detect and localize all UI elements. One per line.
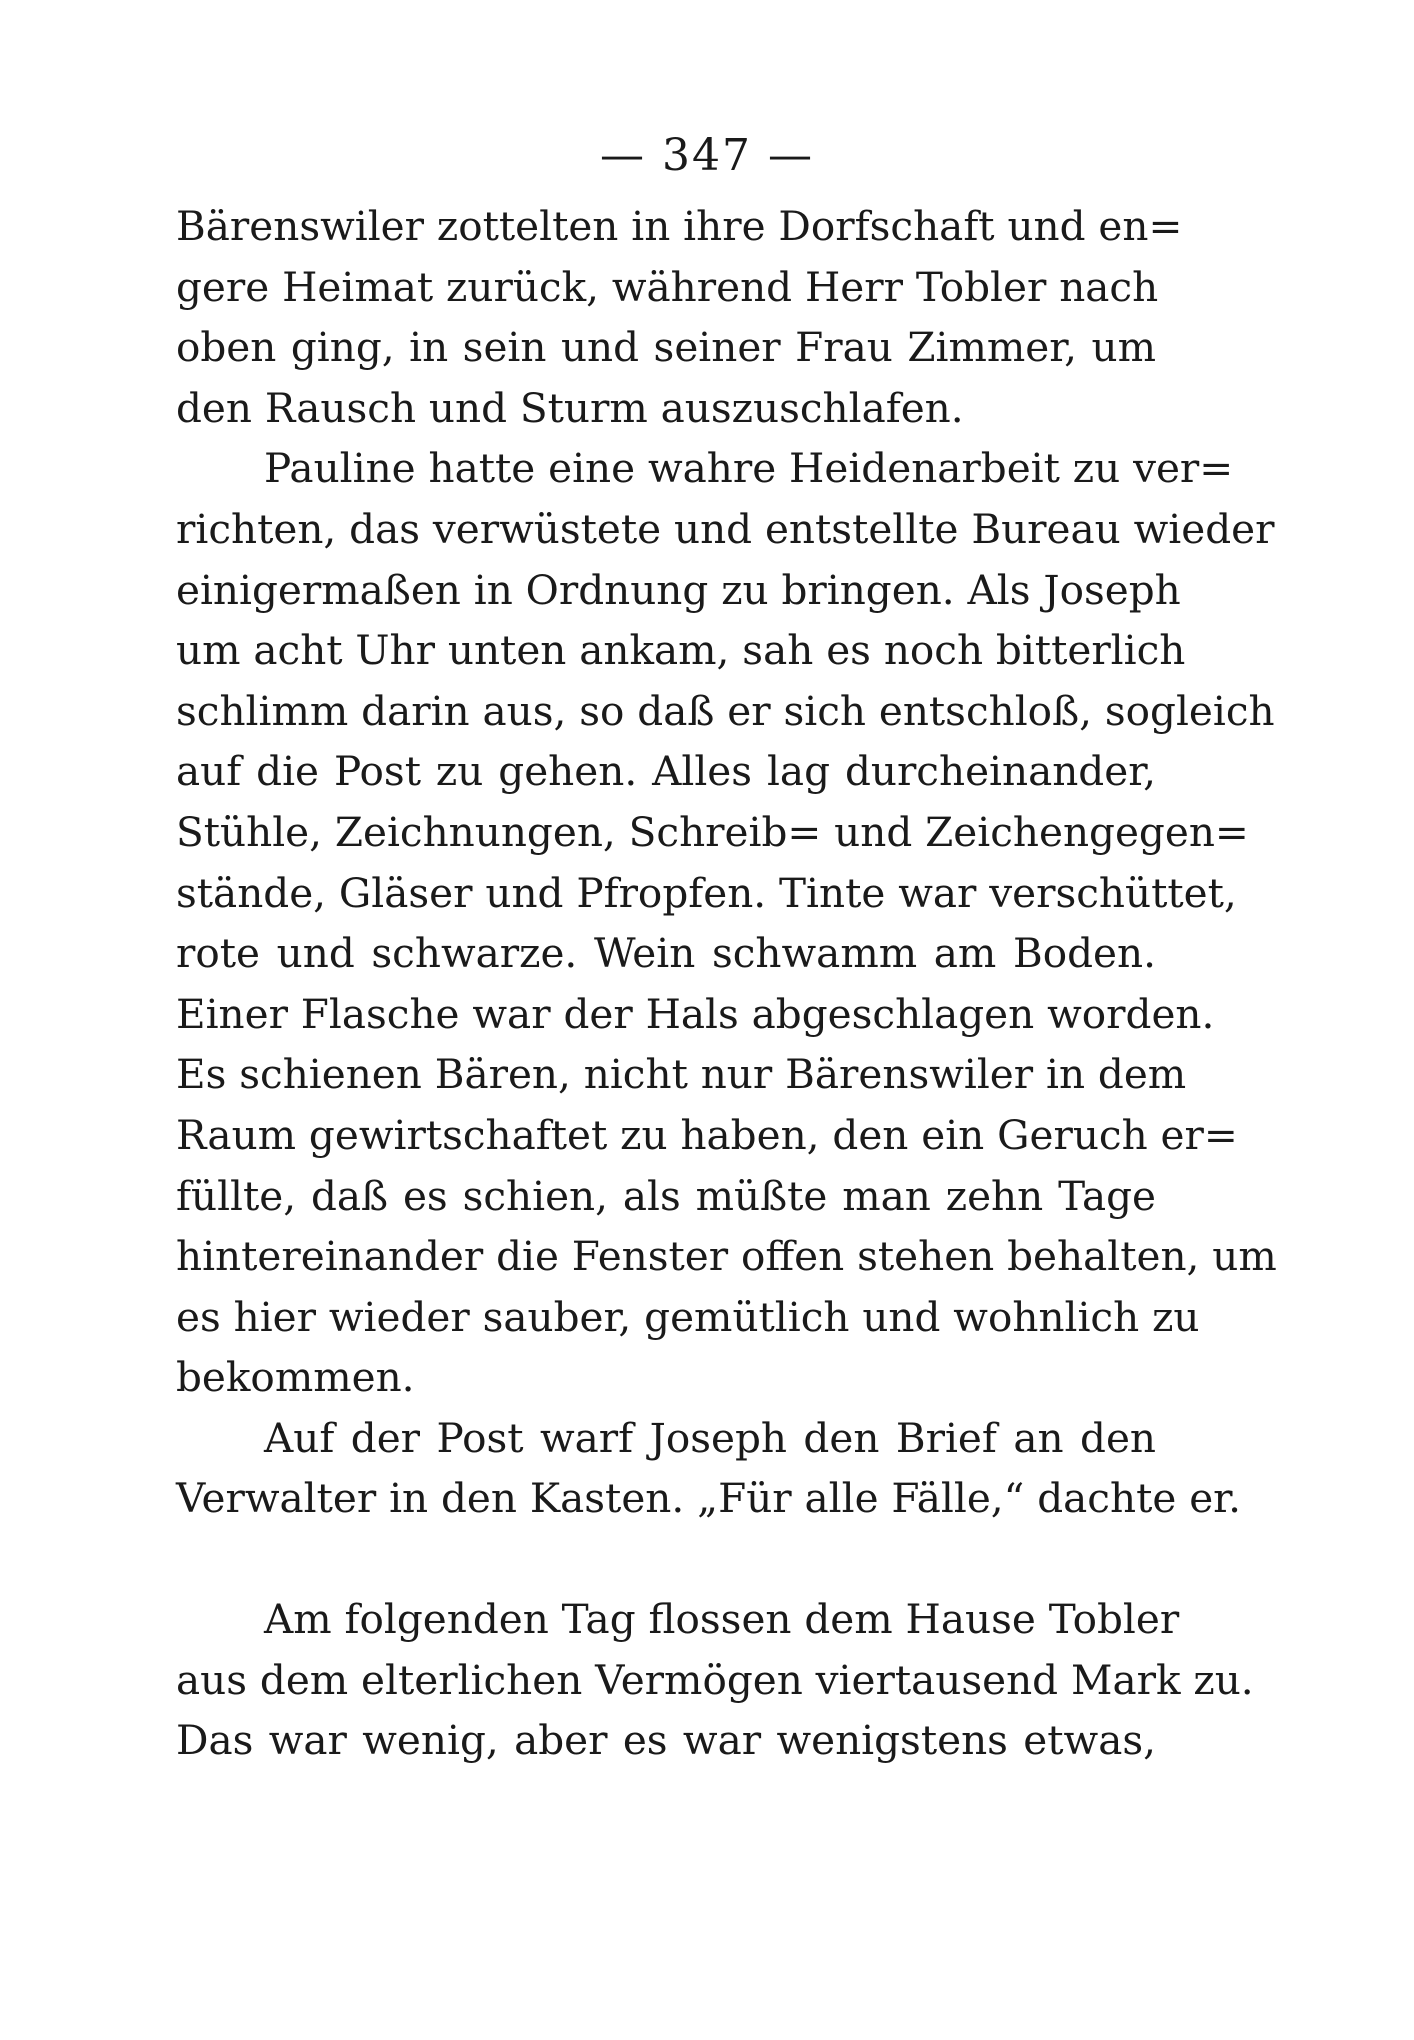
text-line: einigermaßen in Ordnung zu bringen. Als Joseph bbox=[176, 565, 1181, 614]
text-line: Bärenswiler zottelten in ihre Dorfschaft und en= bbox=[176, 202, 1183, 250]
text-line: Raum gewirtschaftet zu haben, den ein Geruch er= bbox=[176, 1110, 1238, 1159]
text-line: bekommen. bbox=[176, 1353, 415, 1402]
text-line: stände, Gläser und Pfropfen. Tinte war verschüttet, bbox=[176, 868, 1237, 917]
paragraph bbox=[176, 438, 1277, 1408]
text-line: Stühle, Zeichnungen, Schreib= und Zeichengegen= bbox=[176, 807, 1249, 856]
text-line: richten, das verwüstete und entstellte Bureau wieder bbox=[176, 504, 1275, 553]
text-line: um acht Uhr unten ankam, sah es noch bitterlich bbox=[176, 626, 1186, 675]
text-line: Verwalter in den Kasten. „Für alle Fälle,“ dachte er. bbox=[176, 1474, 1241, 1523]
text-line: Es schienen Bären, nicht nur Bärenswiler in dem bbox=[176, 1050, 1187, 1099]
text-line: Pauline hatte eine wahre Heidenarbeit zu ver= bbox=[264, 444, 1234, 493]
text-line: Auf der Post warf Joseph den Brief an den bbox=[264, 1413, 1156, 1462]
paragraph bbox=[176, 196, 1183, 438]
page-number: — 347 — bbox=[600, 130, 814, 181]
paragraph bbox=[176, 1408, 1241, 1529]
text-line: den Rausch und Sturm auszuschlafen. bbox=[176, 383, 964, 432]
text-line: aus dem elterlichen Vermögen viertausend Mark zu. bbox=[176, 1655, 1254, 1704]
body-text bbox=[176, 196, 1277, 1771]
text-line: Einer Flasche war der Hals abgeschlagen worden. bbox=[176, 989, 1215, 1038]
text-line: auf die Post zu gehen. Alles lag durcheinander, bbox=[176, 747, 1156, 796]
text-line: gere Heimat zurück, während Herr Tobler nach bbox=[176, 262, 1159, 311]
paragraph bbox=[176, 1589, 1254, 1771]
section-break bbox=[176, 1529, 1156, 1589]
text-line: Am folgenden Tag flossen dem Hause Tobler bbox=[264, 1595, 1180, 1644]
text-line: es hier wieder sauber, gemütlich und wohnlich zu bbox=[176, 1292, 1200, 1341]
text-line: schlimm darin aus, so daß er sich entschloß, sogleich bbox=[176, 686, 1275, 735]
text-line: rote und schwarze. Wein schwamm am Boden. bbox=[176, 929, 1156, 978]
text-line: hintereinander die Fenster offen stehen behalten, um bbox=[176, 1232, 1277, 1281]
text-line: oben ging, in sein und seiner Frau Zimmer, um bbox=[176, 323, 1156, 372]
text-line: füllte, daß es schien, als müßte man zehn Tage bbox=[176, 1171, 1156, 1220]
text-line: Das war wenig, aber es war wenigstens etwas, bbox=[176, 1716, 1156, 1765]
